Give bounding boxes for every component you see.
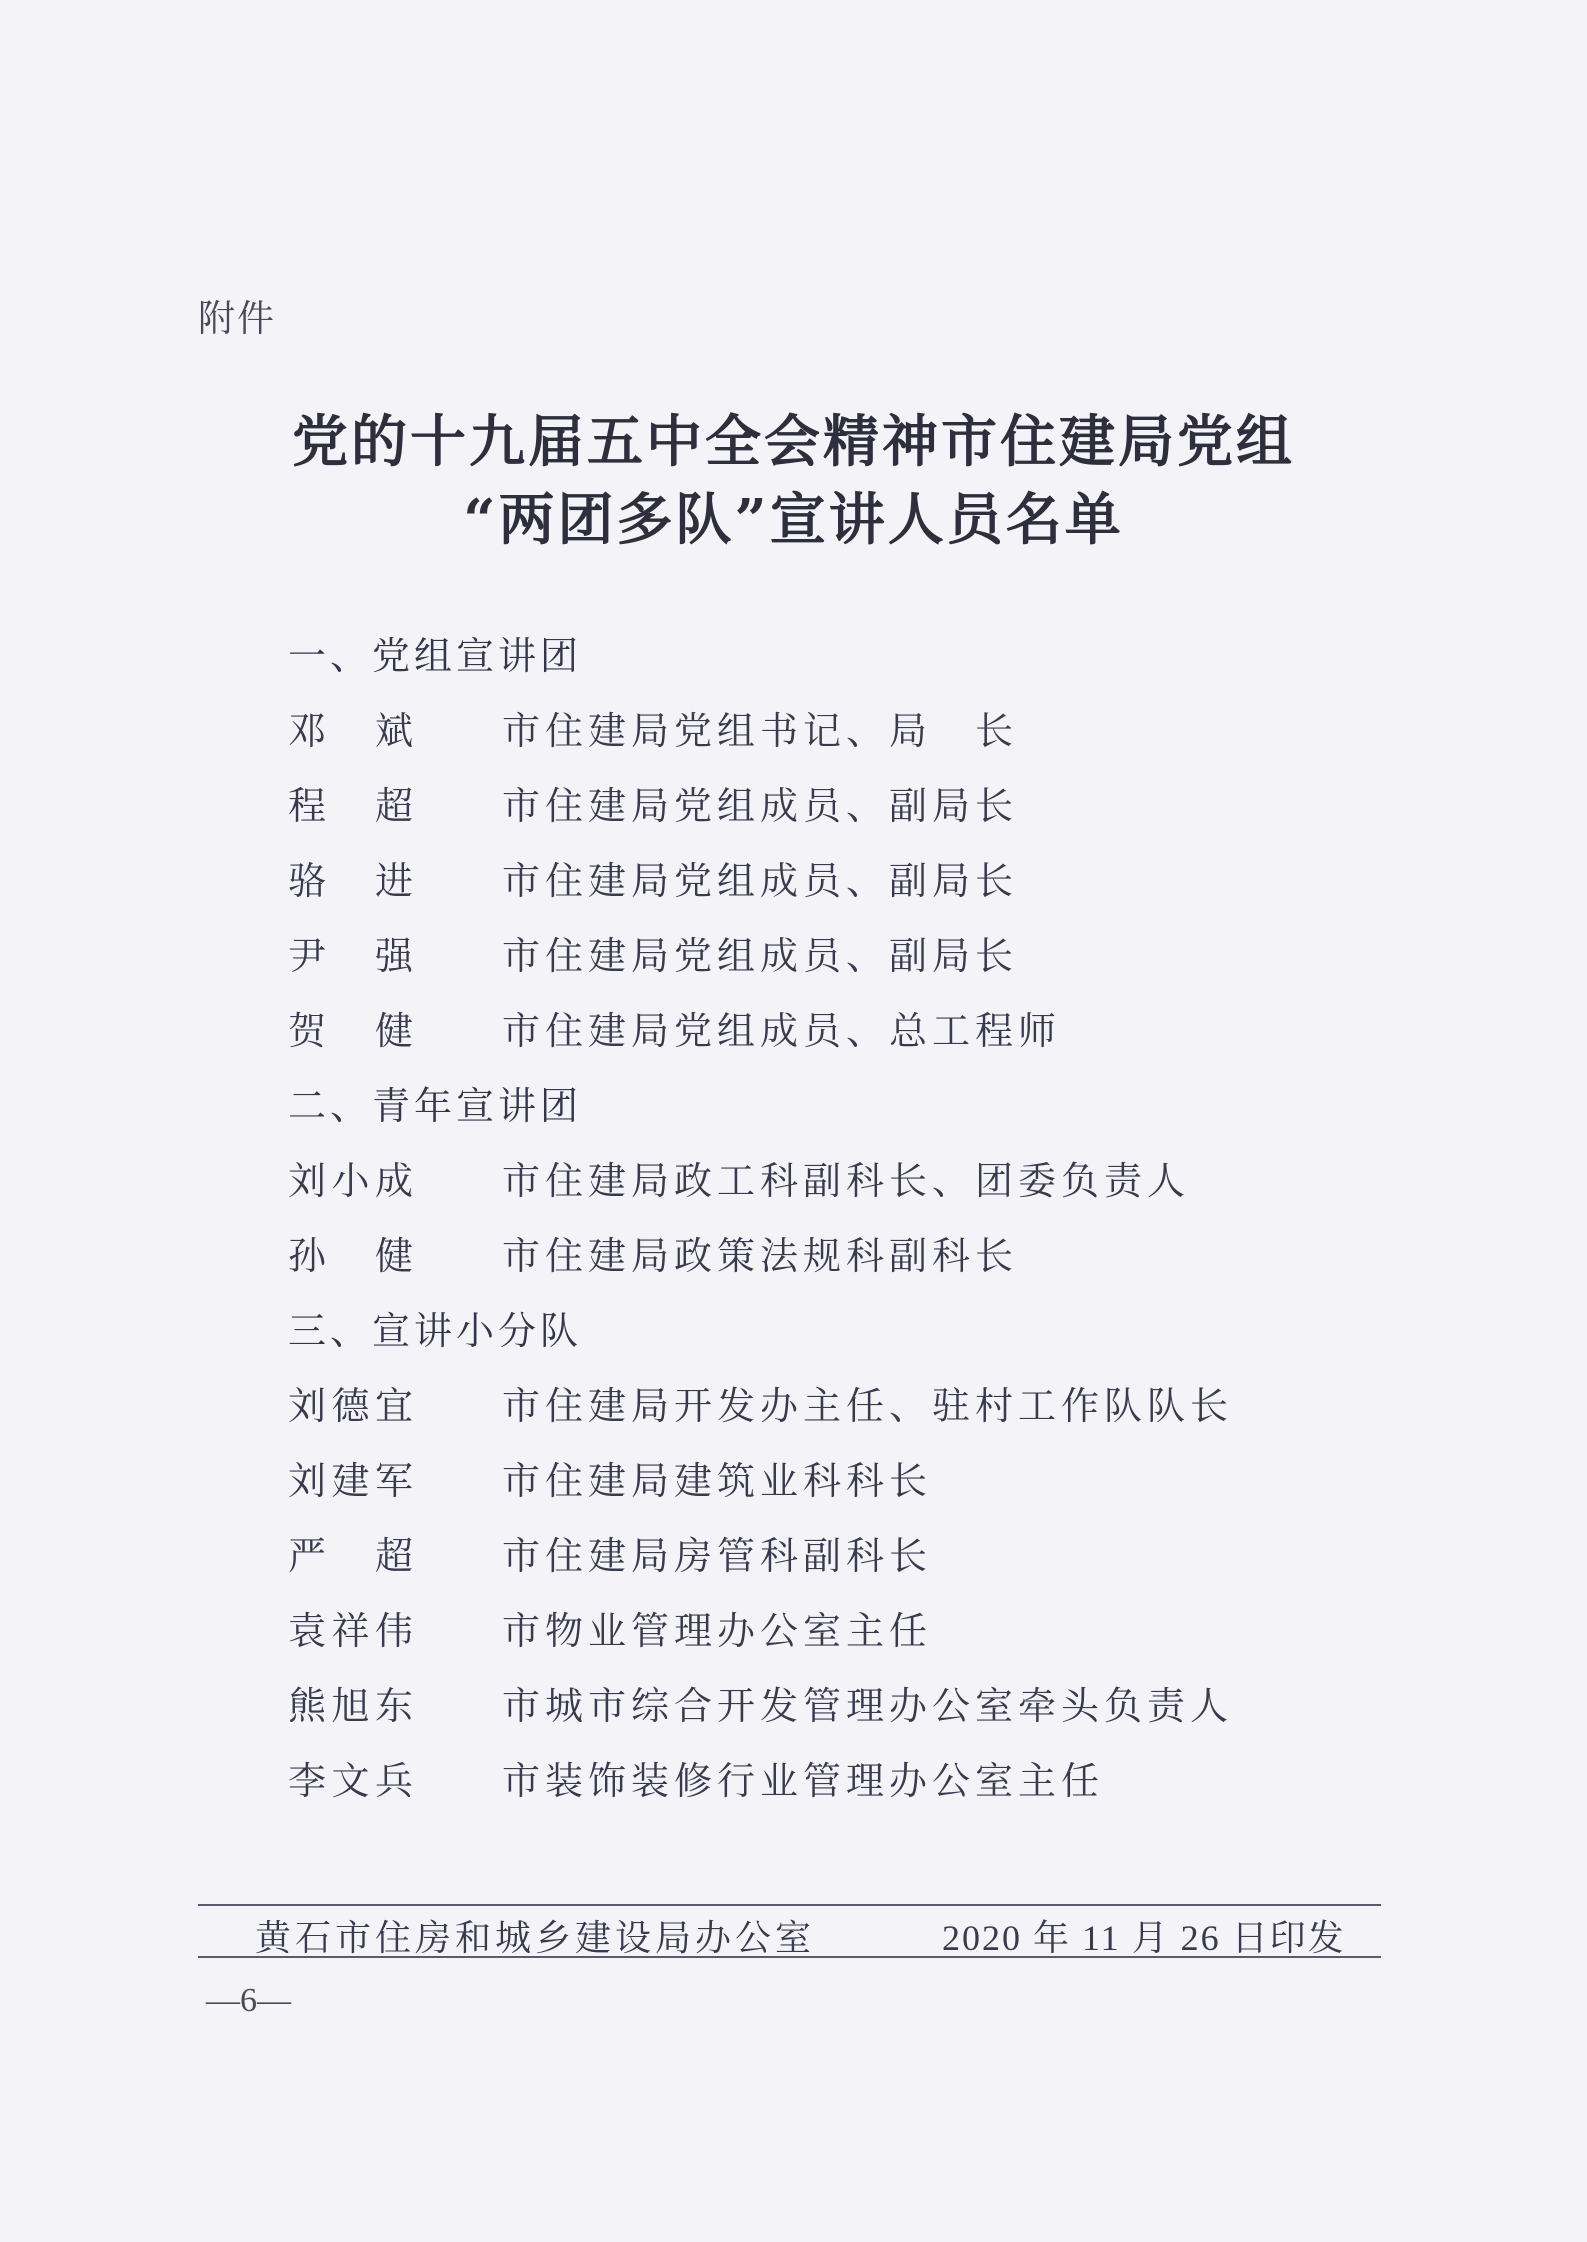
section-heading: 一、党组宣讲团 — [288, 634, 583, 678]
member-name-char: 严 — [288, 1534, 327, 1578]
member-title: 市住建局党组成员、副局长 — [502, 784, 1019, 828]
member-name-char: 旭 — [331, 1684, 370, 1728]
member-name — [288, 775, 413, 830]
member-title: 市住建局党组书记、局 长 — [502, 709, 1019, 753]
member-title: 市住建局建筑业科科长 — [502, 1459, 933, 1503]
member-title: 市住建局党组成员、副局长 — [502, 934, 1019, 978]
member-name-char: 兵 — [374, 1759, 413, 1803]
member-name-char: 熊 — [288, 1684, 327, 1728]
footer-top-rule — [198, 1904, 1381, 1906]
member-title: 市装饰装修行业管理办公室主任 — [502, 1759, 1105, 1803]
attachment-label: 附件 — [198, 297, 276, 340]
member-name — [288, 700, 413, 755]
member-title: 市城市综合开发管理办公室牵头负责人 — [502, 1684, 1234, 1728]
document-title-line-1: 党的十九届五中全会精神市住建局党组 — [292, 409, 1295, 475]
member-name-char: 刘 — [288, 1159, 327, 1203]
member-name-char: 李 — [288, 1759, 327, 1803]
member-name-char: 宜 — [374, 1384, 413, 1428]
member-name — [288, 850, 413, 905]
page-number: —6— — [206, 1982, 291, 2019]
member-name — [288, 925, 413, 980]
member-name-char: 祥 — [331, 1609, 370, 1653]
member-name-char: 文 — [331, 1759, 370, 1803]
section-heading: 三、宣讲小分队 — [288, 1309, 583, 1353]
member-name — [288, 1450, 413, 1505]
member-name — [288, 1525, 413, 1580]
footer-issuer: 黄石市住房和城乡建设局办公室 — [255, 1918, 816, 1959]
member-name — [288, 1675, 413, 1730]
member-name-char: 进 — [374, 859, 413, 903]
member-name-char: 邓 — [288, 709, 327, 753]
member-title: 市物业管理办公室主任 — [502, 1609, 933, 1653]
member-name-char: 袁 — [288, 1609, 327, 1653]
member-name-char: 超 — [374, 1534, 413, 1578]
member-name-char: 贺 — [288, 1009, 327, 1053]
member-name-char: 军 — [374, 1459, 413, 1503]
member-name — [288, 1000, 413, 1055]
member-title: 市住建局党组成员、总工程师 — [502, 1009, 1062, 1053]
member-title: 市住建局房管科副科长 — [502, 1534, 933, 1578]
member-name — [288, 1750, 413, 1805]
member-name — [288, 1150, 413, 1205]
footer-bottom-rule — [198, 1956, 1381, 1958]
member-title: 市住建局开发办主任、驻村工作队队长 — [502, 1384, 1234, 1428]
section-heading: 二、青年宣讲团 — [288, 1084, 583, 1128]
member-name-char: 建 — [331, 1459, 370, 1503]
member-title: 市住建局政策法规科副科长 — [502, 1234, 1019, 1278]
member-name-char: 刘 — [288, 1459, 327, 1503]
member-name-char: 刘 — [288, 1384, 327, 1428]
member-name-char: 强 — [374, 934, 413, 978]
member-name-char: 健 — [374, 1234, 413, 1278]
member-name-char: 伟 — [374, 1609, 413, 1653]
member-name-char: 程 — [288, 784, 327, 828]
member-name-char: 德 — [331, 1384, 370, 1428]
member-name-char: 骆 — [288, 859, 327, 903]
member-name — [288, 1375, 413, 1430]
member-name-char: 尹 — [288, 934, 327, 978]
member-name-char: 超 — [374, 784, 413, 828]
member-name-char: 斌 — [374, 709, 413, 753]
member-name — [288, 1225, 413, 1280]
member-name — [288, 1600, 413, 1655]
document-title-line-2: “两团多队”宣讲人员名单 — [463, 487, 1124, 553]
member-name-char: 孙 — [288, 1234, 327, 1278]
member-name-char: 健 — [374, 1009, 413, 1053]
footer-date: 2020 年 11 月 26 日印发 — [942, 1918, 1346, 1958]
member-title: 市住建局政工科副科长、团委负责人 — [502, 1159, 1191, 1203]
member-name-char: 小 — [331, 1159, 370, 1203]
member-name-char: 东 — [374, 1684, 413, 1728]
member-name-char: 成 — [374, 1159, 413, 1203]
member-title: 市住建局党组成员、副局长 — [502, 859, 1019, 903]
